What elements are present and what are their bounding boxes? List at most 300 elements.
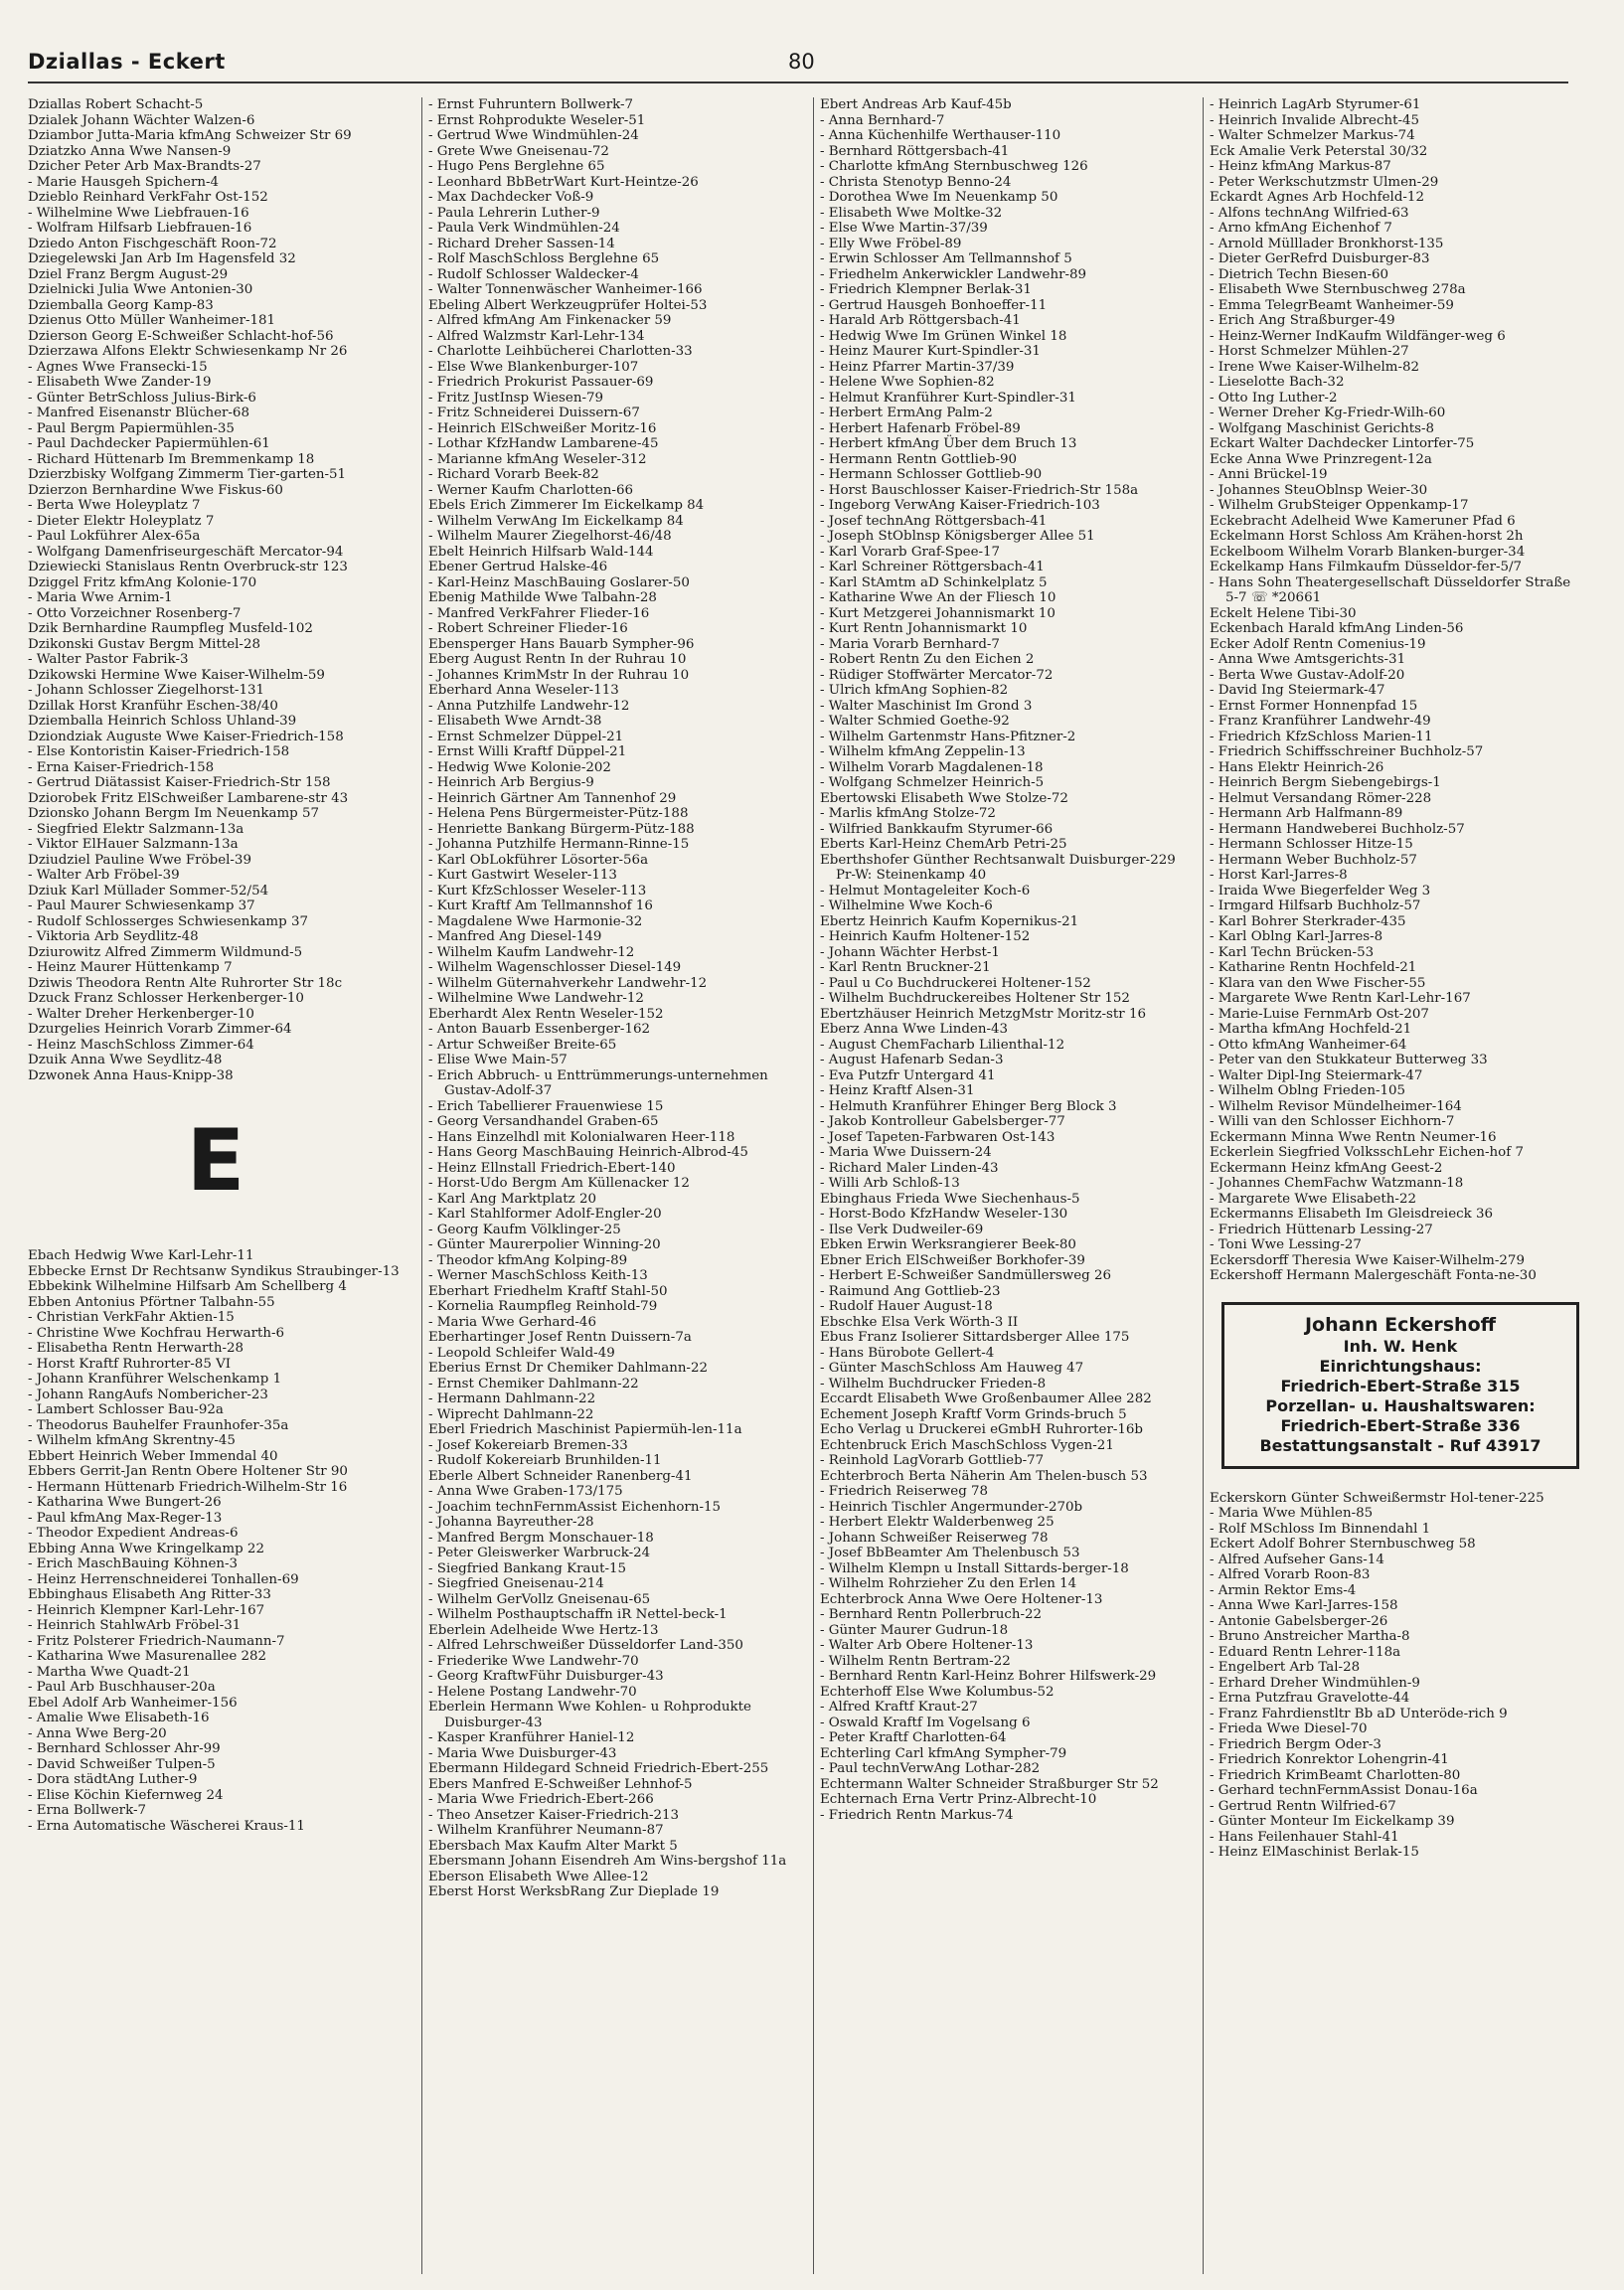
directory-entry: - Gertrud Rentn Wilfried-67 [1210,1798,1396,1814]
directory-entry: - Anna Putzhilfe Landwehr-12 [428,698,630,714]
directory-entry: - Maria Wwe Friedrich-Ebert-266 [428,1792,654,1807]
directory-entry: Ebinghaus Frieda Wwe Siechenhaus-5 [820,1191,1080,1207]
directory-entry: - Walter Schmied Goethe-92 [820,714,1010,729]
directory-entry: - Hermann Handweberei Buchholz-57 [1210,821,1465,837]
directory-entry: - Hans Einzelhdl mit Kolonialwaren Heer-118 [428,1129,735,1145]
directory-entry: - Manfred VerkFahrer Flieder-16 [428,605,650,621]
directory-entry: Eckart Walter Dachdecker Lintorfer-75 [1210,436,1475,451]
directory-entry: - Charlotte kfmAng Sternbuschweg 126 [820,159,1088,174]
directory-entry: Ebertowski Elisabeth Wwe Stolze-72 [820,790,1068,806]
directory-entry: Ebels Erich Zimmerer Im Eickelkamp 84 [428,498,705,513]
directory-entry: Dziedo Anton Fischgeschäft Roon-72 [28,236,277,251]
directory-entry: - Johannes KrimMstr In der Ruhrau 10 [428,667,690,683]
directory-entry: - Erich Abbruch- u Enttrümmerungs-unternehmen Gustav-Adolf-37 [428,1067,768,1098]
directory-entry: - Robert Rentn Zu den Eichen 2 [820,652,1035,667]
directory-entry: - Anna Bernhard-7 [820,112,945,128]
directory-entry: - Maria Wwe Gerhard-46 [428,1314,596,1330]
directory-entry: - Magdalene Wwe Harmonie-32 [428,913,643,929]
directory-entry: - Karl Schreiner Röttgersbach-41 [820,560,1045,574]
directory-entry: - Karl ObLokführer Lösorter-56a [428,852,649,868]
directory-entry: Eberst Horst WerksbRang Zur Dieplade 19 [428,1884,720,1899]
directory-entry: - Max Dachdecker Voß-9 [428,190,594,205]
directory-entry: - Josef technAng Röttgersbach-41 [820,513,1048,529]
directory-entry: Dzuck Franz Schlosser Herkenberger-10 [28,991,304,1006]
directory-entry: - Otto Ing Luther-2 [1210,390,1338,406]
directory-entry: Ebbinghaus Elisabeth Ang Ritter-33 [28,1587,271,1602]
directory-entry: - Alfred Aufseher Gans-14 [1210,1552,1384,1567]
directory-entry: - Hans Bürobote Gellert-4 [820,1345,995,1361]
directory-entry: - Rolf MSchloss Im Binnendahl 1 [1210,1521,1431,1537]
directory-entry: - Wilhelm Buchdruckereibes Holtener Str 152 [820,991,1130,1006]
directory-entry: - Alfred kfmAng Am Finkenacker 59 [428,313,672,328]
directory-entry: - Siegfried Gneisenau-214 [428,1576,604,1591]
directory-entry: - Friedrich KrimBeamt Charlotten-80 [1210,1767,1461,1783]
directory-entry: - Theo Ansetzer Kaiser-Friedrich-213 [428,1807,680,1823]
directory-entry: - Walter Arb Obere Holtener-13 [820,1638,1034,1653]
directory-entry: Ebach Hedwig Wwe Karl-Lehr-11 [28,1248,254,1263]
directory-entry: - Anna Küchenhilfe Werthauser-110 [820,128,1061,143]
directory-entry: - Alfred Kraftf Kraut-27 [820,1700,978,1715]
directory-entry: - Günter Maurer Gudrun-18 [820,1622,1009,1638]
directory-entry: - Fritz Polsterer Friedrich-Naumann-7 [28,1633,285,1649]
directory-entry: - Richard Dreher Sassen-14 [428,236,615,251]
directory-entry: - Rolf MaschSchloss Berglehne 65 [428,251,660,266]
directory-entry: - Kurt Kraftf Am Tellmannshof 16 [428,899,653,913]
directory-entry: - Heinrich Klempner Karl-Lehr-167 [28,1602,265,1618]
directory-entry: - Reinhold LagVorarb Gottlieb-77 [820,1453,1045,1468]
directory-entry: - Anni Brückel-19 [1210,467,1328,482]
directory-entry: - Josef Kokereiarb Bremen-33 [428,1437,628,1453]
directory-entry: - Peter van den Stukkateur Butterweg 33 [1210,1053,1488,1067]
directory-entry: - Elise Wwe Main-57 [428,1053,568,1067]
directory-entry: - Georg KraftwFühr Duisburger-43 [428,1669,664,1684]
directory-entry: - Rudolf Schlosserges Schwiesenkamp 37 [28,913,309,929]
directory-entry: - Karl Ang Marktplatz 20 [428,1191,596,1207]
directory-entry: Eberhardt Alex Rentn Weseler-152 [428,1006,664,1022]
directory-entry: - Richard Hüttenarb Im Bremmenkamp 18 [28,451,315,467]
directory-entry: - Günter Maurerpolier Winning-20 [428,1237,661,1252]
directory-entry: - Berta Wwe Gustav-Adolf-20 [1210,667,1405,683]
directory-entry: - Lieselotte Bach-32 [1210,375,1345,390]
directory-entry: Eberius Ernst Dr Chemiker Dahlmann-22 [428,1361,709,1376]
directory-entry: - Wilhelm Klempn u Install Sittards-berger-18 [820,1560,1129,1576]
directory-entry: - Willi van den Schlosser Eichhorn-7 [1210,1114,1455,1129]
directory-entry: - Karl Vorarb Graf-Spee-17 [820,544,1001,560]
directory-entry: Ebben Antonius Pförtner Talbahn-55 [28,1294,275,1310]
directory-entry: - Friedrich Bergm Oder-3 [1210,1736,1381,1752]
page-header [28,50,1568,83]
directory-entry: - Maria Wwe Mühlen-85 [1210,1506,1374,1521]
directory-entry: - Anna Wwe Karl-Jarres-158 [1210,1598,1398,1613]
entries-d [28,97,404,1083]
directory-entry: - Anna Wwe Amtsgerichts-31 [1210,652,1406,667]
directory-entry: - Alfred Lehrschweißer Düsseldorfer Land-350 [428,1638,743,1653]
directory-entry: - Theodorus Bauhelfer Fraunhofer-35a [28,1417,289,1433]
directory-entry: - Walter Arb Fröbel-39 [28,868,180,883]
directory-entry: - Jakob Kontrolleur Gabelsberger-77 [820,1114,1065,1129]
directory-entry: Ebener Gertrud Halske-46 [428,560,608,574]
directory-entry: - Johann Schlosser Ziegelhorst-131 [28,683,265,698]
directory-entry: - Kurt Rentn Johannismarkt 10 [820,621,1028,636]
directory-entry: - Karl-Heinz MaschBauing Goslarer-50 [428,574,690,590]
directory-entry: - Heinrich Invalide Albrecht-45 [1210,112,1420,128]
directory-entry: Eberts Karl-Heinz ChemArb Petri-25 [820,837,1067,852]
directory-entry: - Ernst Fuhruntern Bollwerk-7 [428,97,634,112]
directory-entry: - Gertrud Diätassist Kaiser-Friedrich-Str 158 [28,775,331,790]
directory-entry: Ecker Adolf Rentn Comenius-19 [1210,636,1426,652]
directory-entry: - Hedwig Wwe Im Grünen Winkel 18 [820,328,1067,344]
directory-entry: Dzikowski Hermine Wwe Kaiser-Wilhelm-59 [28,667,325,683]
directory-entry: - Erhard Dreher Windmühlen-9 [1210,1675,1420,1691]
directory-entry: - Charlotte Leihbücherei Charlotten-33 [428,344,693,359]
directory-entry: - Hermann Schlosser Gottlieb-90 [820,467,1043,482]
directory-entry: - Robert Schreiner Flieder-16 [428,621,628,636]
directory-entry: - Ernst Willi Kraftf Düppel-21 [428,744,627,759]
directory-entry: - Katharine Rentn Hochfeld-21 [1210,960,1417,975]
directory-entry: - Oswald Kraftf Im Vogelsang 6 [820,1715,1031,1730]
directory-entry: - Bruno Anstreicher Martha-8 [1210,1629,1410,1644]
directory-entry: - Heinz-Werner IndKaufm Wildfänger-weg 6 [1210,328,1506,344]
directory-entry: - Rudolf Hauer August-18 [820,1299,993,1314]
directory-entry: - Heinz Ellnstall Friedrich-Ebert-140 [428,1160,676,1176]
directory-entry: - Herbert E-Schweißer Sandmüllersweg 26 [820,1268,1112,1283]
directory-entry: Eberlein Adelheide Wwe Hertz-13 [428,1622,659,1638]
directory-entry: - Ingeborg VerwAng Kaiser-Friedrich-103 [820,498,1100,513]
directory-entry: - Johannes ChemFachw Watzmann-18 [1210,1176,1464,1191]
directory-entry: - Hedwig Wwe Kolonie-202 [428,759,611,775]
directory-entry: Dziuk Karl Müllader Sommer-52/54 [28,883,269,899]
directory-entry: Dzierzon Bernhardine Wwe Fiskus-60 [28,482,283,498]
directory-entry: Dzienus Otto Müller Wanheimer-181 [28,313,276,328]
directory-entry: - Paul Arb Buschhauser-20a [28,1680,216,1695]
directory-entry: - Viktoria Arb Seydlitz-48 [28,929,199,944]
directory-entry: Dzik Bernhardine Raumpfleg Musfeld-102 [28,621,313,636]
directory-entry: - Alfred Vorarb Roon-83 [1210,1567,1371,1582]
directory-entry: - Wilhelm Maurer Ziegelhorst-46/48 [428,529,672,544]
directory-entry: - Marlis kfmAng Stolze-72 [820,806,996,821]
directory-entry: - Anton Bauarb Essenberger-162 [428,1022,651,1037]
directory-entry: Eckermann Minna Wwe Rentn Neumer-16 [1210,1129,1497,1145]
directory-entry: Ebertzhäuser Heinrich MetzgMstr Moritz-str 16 [820,1006,1146,1022]
directory-entry: - Heinz kfmAng Markus-87 [1210,159,1391,174]
directory-entry: Echo Verlag u Druckerei eGmbH Ruhrorter-16b [820,1422,1143,1437]
directory-entry: - Paul u Co Buchdruckerei Holtener-152 [820,975,1091,991]
directory-entry: - Erich MaschBauing Köhnen-3 [28,1556,239,1571]
directory-entry: - Karl Techn Brücken-53 [1210,944,1375,960]
directory-entry: Eberl Friedrich Maschinist Papiermüh-len-11a [428,1422,742,1437]
directory-entry: Dziambor Jutta-Maria kfmAng Schweizer Str 69 [28,128,352,143]
directory-entry: - Bernhard Röttgersbach-41 [820,143,1010,159]
directory-entry: - Christine Wwe Kochfrau Herwarth-6 [28,1325,285,1341]
directory-entry: - Engelbert Arb Tal-28 [1210,1660,1361,1675]
directory-entry: Dziegelewski Jan Arb Im Hagensfeld 32 [28,251,296,266]
directory-entry: - Dora städtAng Luther-9 [28,1772,198,1787]
directory-entry: - Richard Maler Linden-43 [820,1160,999,1176]
directory-entry: - Emma TelegrBeamt Wanheimer-59 [1210,297,1454,313]
directory-entry: - Kurt Gastwirt Weseler-113 [428,868,617,883]
directory-entry: - Friedrich Reiserweg 78 [820,1484,989,1499]
directory-entry: - Ernst Former Honnenpfad 15 [1210,698,1418,714]
directory-entry: Echtermann Walter Schneider Straßburger Str 52 [820,1776,1159,1792]
directory-entry: - Hermann Schlosser Hitze-15 [1210,837,1413,852]
directory-entry: - Franz Fahrdienstltr Bb aD Unteröde-rich 9 [1210,1706,1508,1721]
directory-entry: - Heinz Pfarrer Martin-37/39 [820,359,1015,375]
directory-entry: - Dieter Elektr Holeyplatz 7 [28,513,215,529]
directory-entry: - Johannes SteuOblnsp Weier-30 [1210,482,1428,498]
directory-entry: Ebert Andreas Arb Kauf-45b [820,97,1012,112]
directory-entry: Eckelmann Horst Schloss Am Krähen-horst 2h [1210,529,1524,544]
ad-line-2: Friedrich-Ebert-Straße 315 [1280,1376,1521,1395]
directory-entry: - Herbert kfmAng Über dem Bruch 13 [820,436,1077,451]
entries-column-4-bottom [1210,1491,1585,1861]
directory-entry: - Walter Tonnenwäscher Wanheimer-166 [428,282,703,297]
directory-entry: Dzionsko Johann Bergm Im Neuenkamp 57 [28,806,320,821]
directory-entry: - Werner MaschSchloss Keith-13 [428,1268,648,1283]
directory-entry: - Irmgard Hilfsarb Buchholz-57 [1210,899,1421,913]
directory-entry: - Frieda Wwe Diesel-70 [1210,1721,1368,1736]
section-letter: E [186,1111,245,1211]
directory-entry: Eck Amalie Verk Peterstal 30/32 [1210,143,1428,159]
directory-entry: Eckersdorff Theresia Wwe Kaiser-Wilhelm-279 [1210,1252,1525,1268]
directory-entry: - Leopold Schleifer Wald-49 [428,1345,615,1361]
directory-entry: - Walter Dreher Herkenberger-10 [28,1006,254,1022]
directory-entry: - Paula Lehrerin Luther-9 [428,205,600,221]
directory-entry: - Peter Werkschutzmstr Ulmen-29 [1210,174,1439,190]
directory-entry: - Wilhelm Wagenschlosser Diesel-149 [428,960,682,975]
directory-entry: - Elisabeth Wwe Sternbuschweg 278a [1210,282,1466,297]
directory-entry: - Grete Wwe Gneisenau-72 [428,143,609,159]
directory-entry: Eckelkamp Hans Filmkaufm Düsseldor-fer-5/7 [1210,560,1523,574]
directory-entry: - Theodor Expedient Andreas-6 [28,1526,239,1541]
directory-entry: - Dieter GerRefrd Duisburger-83 [1210,251,1430,266]
directory-entry: Echterhoff Else Wwe Kolumbus-52 [820,1684,1055,1700]
directory-entry: - Elisabeth Wwe Zander-19 [28,375,212,390]
directory-entry: - Friedrich Prokurist Passauer-69 [428,375,654,390]
directory-entry: Echtenbruck Erich MaschSchloss Vygen-21 [820,1437,1114,1453]
directory-entry: - Walter Dipl-Ing Steiermark-47 [1210,1067,1423,1083]
directory-entry: - Antonie Gabelsberger-26 [1210,1613,1388,1629]
directory-entry: - Wilhelmine Wwe Liebfrauen-16 [28,205,249,221]
directory-entry: - Josef BbBeamter Am Thelenbusch 53 [820,1546,1080,1560]
directory-entry: - Walter Schmelzer Markus-74 [1210,128,1415,143]
directory-entry: Eberthshofer Günther Rechtsanwalt Duisburger-229 Pr-W: Steinenkamp 40 [820,852,1176,883]
directory-entry: Ebbecke Ernst Dr Rechtsanw Syndikus Straubinger-13 [28,1263,400,1279]
directory-entry: Dziudziel Pauline Wwe Fröbel-39 [28,852,251,868]
directory-entry: - Gertrud Hausgeh Bonhoeffer-11 [820,297,1048,313]
directory-entry: - Eduard Rentn Lehrer-118a [1210,1644,1401,1660]
directory-entry: Dzwonek Anna Haus-Knipp-38 [28,1067,234,1083]
directory-entry: - Christian VerkFahr Aktien-15 [28,1310,235,1325]
directory-entry: - Irene Wwe Kaiser-Wilhelm-82 [1210,359,1420,375]
directory-entry: - Toni Wwe Lessing-27 [1210,1237,1362,1252]
directory-entry: - Henriette Bankang Bürgerm-Pütz-188 [428,821,695,837]
directory-entry: - Wilhelmine Wwe Koch-6 [820,899,993,913]
directory-entry: - Erna Putzfrau Gravelotte-44 [1210,1691,1410,1706]
directory-entry: - Günter MaschSchloss Am Hauweg 47 [820,1361,1084,1376]
directory-entry: - Heinrich StahlwArb Fröbel-31 [28,1618,242,1633]
directory-entry: - Wilhelm Gartenmstr Hans-Pfitzner-2 [820,729,1076,744]
directory-entry: - Bernhard Schlosser Ahr-99 [28,1741,221,1756]
directory-entry: - Willi Arb Schloß-13 [820,1176,960,1191]
directory-entry: Eckerskorn Günter Schweißermstr Hol-tener-225 [1210,1490,1544,1506]
directory-entry: - Friedrich Hüttenarb Lessing-27 [1210,1222,1433,1237]
directory-entry: - Margarete Wwe Rentn Karl-Lehr-167 [1210,991,1471,1006]
directory-entry: Eberlein Hermann Wwe Kohlen- u Rohprodukte Duisburger-43 [428,1700,751,1730]
directory-entry: Dzierzbisky Wolfgang Zimmerm Tier-garten-51 [28,467,347,482]
directory-entry: - Horst-Udo Bergm Am Küllenacker 12 [428,1176,690,1191]
directory-entry: Dziewiecki Stanislaus Rentn Overbruck-str 123 [28,560,348,574]
directory-entry: Ebus Franz Isolierer Sittardsberger Allee 175 [820,1330,1130,1345]
directory-entry: - Wilhelmine Wwe Landwehr-12 [428,991,644,1006]
directory-entry: Ebbert Heinrich Weber Immendal 40 [28,1448,278,1464]
directory-entry: Ebers Manfred E-Schweißer Lehnhof-5 [428,1776,693,1792]
ad-line-3: Porzellan- u. Haushaltswaren: [1265,1395,1536,1415]
directory-entry: - Erna Kaiser-Friedrich-158 [28,759,215,775]
directory-entry: - Karl Stahlformer Adolf-Engler-20 [428,1207,662,1222]
directory-entry: Ebner Erich ElSchweißer Borkhofer-39 [820,1252,1085,1268]
directory-entry: - Martha Wwe Quadt-21 [28,1664,191,1680]
directory-entry: - Franz Kranführer Landwehr-49 [1210,714,1431,729]
directory-entry: Eckershoff Hermann Malergeschäft Fonta-ne-30 [1210,1268,1537,1283]
directory-entry: Dzierson Georg E-Schweißer Schlacht-hof-56 [28,328,334,344]
directory-entry: - Wilhelm kfmAng Skrentny-45 [28,1433,236,1448]
directory-entry: - Heinz Herrenschneiderei Tonhallen-69 [28,1571,299,1587]
directory-entry: - Heinz MaschSchloss Zimmer-64 [28,1037,254,1053]
directory-entry: - Ernst Rohprodukte Weseler-51 [428,112,646,128]
directory-entry: Dziwis Theodora Rentn Alte Ruhrorter Str 18c [28,975,343,991]
directory-entry: - Ilse Verk Dudweiler-69 [820,1222,984,1237]
directory-entry: - Wilhelm Kaufm Landwehr-12 [428,944,635,960]
directory-entry: - Georg Versandhandel Graben-65 [428,1114,659,1129]
directory-entry: Eckenbach Harald kfmAng Linden-56 [1210,621,1464,636]
directory-entry: Dzurgelies Heinrich Vorarb Zimmer-64 [28,1022,292,1037]
directory-entry: - Paula Verk Windmühlen-24 [428,221,620,236]
directory-entry: - Ernst Schmelzer Düppel-21 [428,729,624,744]
directory-entry: - Johann Schweißer Reiserweg 78 [820,1530,1049,1546]
directory-entry: - Hermann Hüttenarb Friedrich-Wilhelm-Str 16 [28,1479,348,1495]
directory-entry: Dziemballa Heinrich Schloss Uhland-39 [28,714,297,729]
directory-entry: - Anna Wwe Graben-173/175 [428,1484,623,1499]
directory-entry: - Manfred Ang Diesel-149 [428,929,602,944]
directory-entry: Eckelt Helene Tibi-30 [1210,605,1357,621]
directory-entry: - Karl StAmtm aD Schinkelplatz 5 [820,574,1048,590]
directory-entry: Ebensperger Hans Bauarb Sympher-96 [428,636,695,652]
directory-entry: Ebbekink Wilhelmine Hilfsarb Am Schellberg 4 [28,1279,347,1294]
directory-entry: - Richard Vorarb Beek-82 [428,467,599,482]
directory-entry: - August Hafenarb Sedan-3 [820,1053,1004,1067]
directory-entry: - Johanna Bayreuther-28 [428,1515,594,1530]
directory-entry: - Friedrich Rentn Markus-74 [820,1807,1014,1823]
directory-entry: - Wilhelm Buchdrucker Frieden-8 [820,1376,1047,1391]
directory-entry: - Elisabeth Wwe Arndt-38 [428,714,602,729]
directory-entry: - Gertrud Wwe Windmühlen-24 [428,128,639,143]
entries-column-2 [428,97,804,1900]
directory-entry: - Fritz JustInsp Wiesen-79 [428,390,604,406]
directory-entry: - Paul kfmAng Max-Reger-13 [28,1510,223,1526]
directory-entry: - Wilhelm GerVollz Gneisenau-65 [428,1591,651,1607]
directory-entry: - Wilhelm Posthauptschaffn iR Nettel-beck-1 [428,1607,728,1622]
directory-entry: - Leonhard BbBetrWart Kurt-Heintze-26 [428,174,699,190]
directory-entry: Ebel Adolf Arb Wanheimer-156 [28,1695,238,1711]
directory-entry: Echterbrock Anna Wwe Oere Holtener-13 [820,1591,1103,1607]
directory-entry: - Günter Monteur Im Eickelkamp 39 [1210,1814,1455,1829]
directory-entry: - Helmut Montageleiter Koch-6 [820,883,1031,899]
directory-entry: - Elisabeth Wwe Moltke-32 [820,205,1003,221]
directory-entry: - Hermann Arb Halfmann-89 [1210,806,1403,821]
directory-entry: Eckermanns Elisabeth Im Gleisdreieck 36 [1210,1207,1494,1222]
directory-entry: - Rudolf Schlosser Waldecker-4 [428,266,639,282]
directory-entry: - Fritz Schneiderei Duissern-67 [428,406,640,420]
directory-entry: - Kasper Kranführer Haniel-12 [428,1730,635,1745]
directory-entry: - Joseph StOblnsp Königsberger Allee 51 [820,529,1095,544]
directory-entry: - Erna Automatische Wäscherei Kraus-11 [28,1818,305,1834]
directory-entry: Eckebracht Adelheid Wwe Kameruner Pfad 6 [1210,513,1516,529]
directory-entry: Dziorobek Fritz ElSchweißer Lambarene-str 43 [28,790,349,806]
column-2 [421,97,804,2274]
directory-entry: - Wolfgang Maschinist Gerichts-8 [1210,420,1435,436]
directory-entry: - Horst Bauschlosser Kaiser-Friedrich-Str 158a [820,482,1139,498]
directory-entry: - Raimund Ang Gottlieb-23 [820,1283,1001,1299]
directory-entry: - Friedhelm Ankerwickler Landwehr-89 [820,266,1087,282]
directory-entry: - Wiprecht Dahlmann-22 [428,1406,594,1422]
directory-entry: - Heinrich LagArb Styrumer-61 [1210,97,1421,112]
directory-entry: - Hermann Dahlmann-22 [428,1391,596,1406]
ad-line-4: Friedrich-Ebert-Straße 336 [1280,1415,1521,1435]
directory-entry: - Heinz ElMaschinist Berlak-15 [1210,1845,1419,1860]
directory-entry: Dziggel Fritz kfmAng Kolonie-170 [28,574,257,590]
directory-entry: - Heinrich Gärtner Am Tannenhof 29 [428,790,677,806]
directory-entry: - Klara van den Wwe Fischer-55 [1210,975,1426,991]
directory-entry: - Lambert Schlosser Bau-92a [28,1402,224,1417]
directory-entry: - Hermann Rentn Gottlieb-90 [820,451,1018,467]
directory-entry: - Karl Bohrer Sterkrader-435 [1210,913,1406,929]
directory-entry: - Friedrich Klempner Berlak-31 [820,282,1032,297]
directory-entry: Eckert Adolf Bohrer Sternbuschweg 58 [1210,1537,1476,1552]
directory-entry: - Armin Rektor Ems-4 [1210,1582,1357,1598]
directory-entry: Ecke Anna Wwe Prinzregent-12a [1210,451,1432,467]
directory-entry: Ebelt Heinrich Hilfsarb Wald-144 [428,544,654,560]
directory-entry: - Helena Pens Bürgermeister-Pütz-188 [428,806,689,821]
directory-entry: - Walter Maschinist Im Grond 3 [820,698,1033,714]
directory-entry: - Viktor ElHauer Salzmann-13a [28,837,239,852]
directory-entry: - Johanna Putzhilfe Hermann-Rinne-15 [428,837,690,852]
directory-entry: - Horst Schmelzer Mühlen-27 [1210,344,1409,359]
directory-entry: Dzicher Peter Arb Max-Brandts-27 [28,159,261,174]
directory-entry: Dzialek Johann Wächter Walzen-6 [28,112,255,128]
directory-entry: - Kornelia Raumpfleg Reinhold-79 [428,1299,658,1314]
directory-entry: - Wilhelm Güternahverkehr Landwehr-12 [428,975,708,991]
directory-entry: - Alfons technAng Wilfried-63 [1210,205,1409,221]
directory-entry: - Helene Wwe Sophien-82 [820,375,995,390]
directory-entry: - Kurt KfzSchlosser Weseler-113 [428,883,647,899]
directory-entry: - Wolfgang Schmelzer Heinrich-5 [820,775,1045,790]
directory-entry: Dzierzawa Alfons Elektr Schwiesenkamp Nr 26 [28,344,348,359]
directory-entry: - Wolfgang Damenfriseurgeschäft Mercator-94 [28,544,344,560]
directory-entry: - Wilhelm Kranführer Neumann-87 [428,1823,664,1838]
directory-entry: - Marie-Luise FernmArb Ost-207 [1210,1006,1429,1022]
directory-entry: - Paul technVerwAng Lothar-282 [820,1761,1041,1776]
entries-e-start [28,1248,404,1834]
directory-entry: Eberhartinger Josef Rentn Duissern-7a [428,1330,692,1345]
directory-entry: - Hans Georg MaschBauing Heinrich-Albrod-45 [428,1145,748,1160]
directory-entry: Eckardt Agnes Arb Hochfeld-12 [1210,190,1424,205]
directory-entry: - Kurt Metzgerei Johannismarkt 10 [820,605,1056,621]
directory-entry: - Manfred Eisenanstr Blücher-68 [28,406,249,420]
directory-entry: Dzillak Horst Kranführ Eschen-38/40 [28,698,278,714]
directory-entry: - Katharine Wwe An der Fliesch 10 [820,590,1056,605]
directory-entry: - Horst Karl-Jarres-8 [1210,868,1348,883]
directory-entry: - Heinrich ElSchweißer Moritz-16 [428,420,657,436]
